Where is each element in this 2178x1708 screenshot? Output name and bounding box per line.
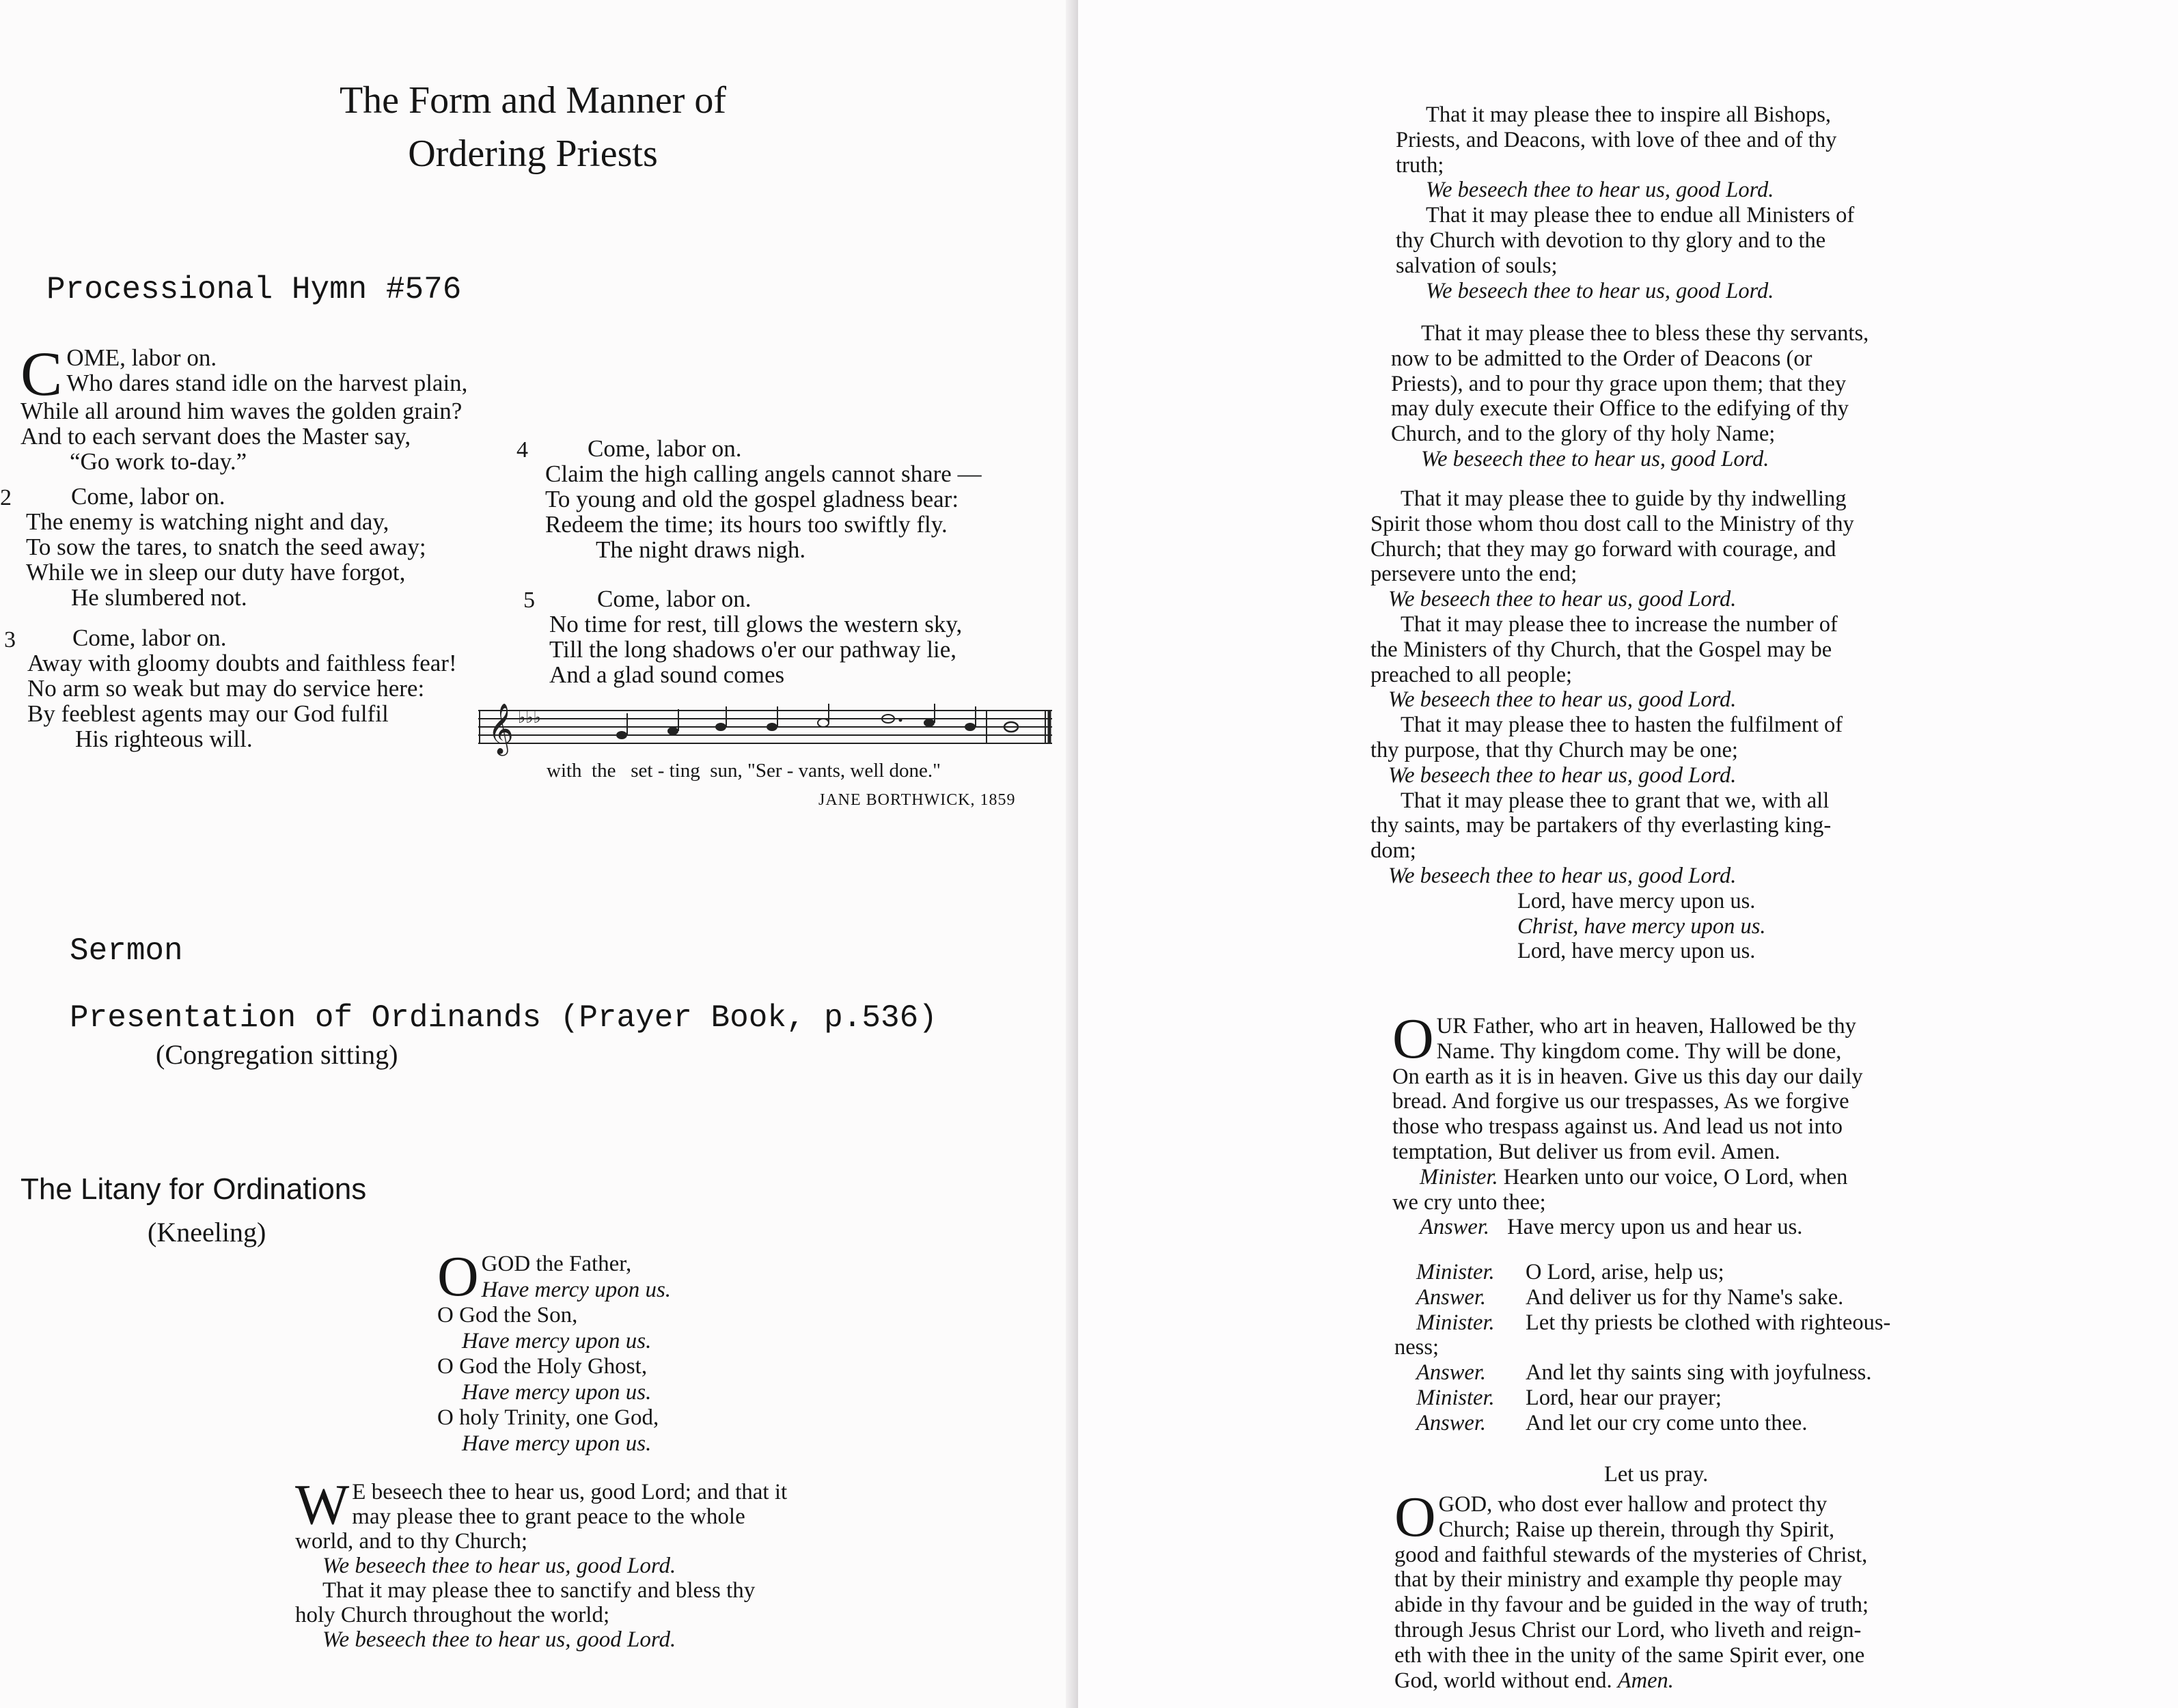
verse-number: 4 <box>516 437 528 463</box>
verse-number: 2 <box>0 485 12 510</box>
verse-number: 5 <box>523 588 535 613</box>
right-page <box>1078 0 2178 1708</box>
hymn-verse-1: C OME, labor on. Who dares stand idle on the harvest plain, While all around him waves the golden grain? And to each servant does the Master say, “Go work to-day.” <box>20 339 468 475</box>
left-page <box>0 0 1078 1708</box>
drop-cap: C <box>20 339 63 409</box>
response: We beseech thee to hear us, good Lord. <box>1388 863 1737 888</box>
response: We beseech thee to hear us, good Lord. <box>1388 587 1737 612</box>
let-us-pray: Let us pray. <box>1604 1462 1709 1487</box>
response: We beseech thee to hear us, good Lord. <box>1388 762 1737 788</box>
response: We beseech thee to hear us, good Lord. <box>1426 178 1774 203</box>
litany-petitions-2: That it may please thee to bless these thy servants, now to be admitted to the Order of Deacons (or Priests), and to pour thy grace upon them; that they may duly execute their Office to the edifying of thy Church, and to the glory of thy holy Name; We beseech thee to hear us, good Lord. <box>1391 321 2081 472</box>
verse-number: 3 <box>4 627 16 652</box>
hymn-heading: Processional Hymn #576 <box>46 272 462 307</box>
litany-petitions: That it may please thee to inspire all Bishops, Priests, and Deacons, with love of thee and of thy truth; We beseech thee to hear us, good Lord. That it may please thee to endue all Ministers of thy Church with devotion to thy glory and to the salvation of souls; We beseech thee to hear us, good Lord. <box>1396 102 2079 303</box>
drop-cap: W <box>295 1473 350 1537</box>
drop-cap: O <box>437 1245 479 1308</box>
congregation-note: (Congregation sitting) <box>156 1039 398 1070</box>
hymn-verse-4: Come, labor on. Claim the high calling angels cannot share — To young and old the gospel gladness bear: Redeem the time; its hours too swiftly fly. The night draws nigh. <box>545 435 982 563</box>
sermon-heading: Sermon <box>70 933 183 969</box>
litany-petition-block: W E beseech thee to hear us, good Lord; and that it may please thee to grant peace to the whole world, and to thy Church; We beseech thee to hear us, good Lord. That it may please thee to sanctify and bless thy holy Church throughout the world; We beseech thee to hear us, good Lord. <box>295 1473 788 1652</box>
litany-invocations: O GOD the Father, Have mercy upon us. O God the Son, Have mercy upon us. O God the Holy Ghost, Have mercy upon us. O holy Trinity, one God, Have mercy upon us. <box>437 1245 672 1456</box>
collect-prayer: O GOD, who dost ever hallow and protect thy Church; Raise up therein, through thy Spirit, good and faithful stewards of the mysteries of Christ, that by their ministry and example thy people may abide in thy favour and be guided in the way of truth; through Jesus Christ our Lord, who liveth and reign- eth with thee in the unity of the same Spirit ever, one God, world without end. Amen. <box>1394 1485 1869 1693</box>
drop-cap: O <box>1394 1485 1436 1549</box>
lords-prayer: O UR Father, who art in heaven, Hallowed be thy Name. Thy kingdom come. Thy will be done, On earth as it is in heaven. Give us this day our daily bread. And forgive us our trespasses, As we forgive those who trespass against us. And lead us not into temptation, But deliver us from evil. Amen. Minister. Hearken unto our voice, O Lord, when we cry unto thee; Answer. Have mercy upon us and hear us. <box>1392 1007 1863 1240</box>
response: We beseech thee to hear us, good Lord. <box>1426 278 1774 303</box>
hymn-verse-2: Come, labor on. The enemy is watching night and day, To sow the tares, to snatch the seed away; While we in sleep our duty have forgot, He slumbered not. <box>26 483 426 611</box>
svg-text:♭♭♭: ♭♭♭ <box>518 708 541 727</box>
litany-petitions-3: That it may please thee to guide by thy indwelling Spirit those whom thou dost call to the Ministry of thy Church; that they may go forward with courage, and persevere unto the end; We beseech thee to hear us, good Lord. That it may please thee to increase the number of the Ministers of thy Church, that the Gospel may be preached to all people; We beseech thee to hear us, good Lord. That it may please thee to hasten the fulfilment of thy purpose, that thy Church may be one; We beseech thee to hear us, good Lord. That it may please thee to grant that we, with all thy saints, may be partakers of thy everlasting king- dom; We beseech thee to hear us, good Lord. Lord, have mercy upon us. Christ, have mercy upon us. Lord, have mercy upon us. <box>1370 486 2074 964</box>
drop-cap: O <box>1392 1007 1434 1071</box>
response: We beseech thee to hear us, good Lord. <box>1421 446 1769 471</box>
svg-text:𝄞: 𝄞 <box>488 704 514 754</box>
hymn-verse-3: Come, labor on. Away with gloomy doubts and faithless fear! No arm so weak but may do service here: By feeblest agents may our God fulfil His righteous will. <box>27 624 457 752</box>
music-lyric: with the set - ting sun, "Ser - vants, well done." <box>547 760 941 782</box>
kyrie-line: Christ, have mercy upon us. <box>1517 913 1766 939</box>
litany-title: The Litany for Ordinations <box>20 1172 367 1206</box>
kyrie-line: Lord, have mercy upon us. <box>1517 939 1756 964</box>
hymn-verse-5: Come, labor on. No time for rest, till glows the western sky, Till the long shadows o'er our pathway lie, And a glad sound comes <box>549 586 963 688</box>
presentation-heading: Presentation of Ordinands (Prayer Book, p.536) <box>70 1000 937 1036</box>
versicles: Minister. O Lord, arise, help us; Answer. And deliver us for thy Name's sake. Minister. Let thy priests be clothed with righteous- ness; Answer. And let thy saints sing with joyfulness. Minister. Lord, hear our prayer; Answer. And let our cry come unto thee. <box>1394 1260 1891 1435</box>
hymn-author: JANE BORTHWICK, 1859 <box>818 791 1016 809</box>
kneeling-note: (Kneeling) <box>148 1217 266 1248</box>
page-title: The Form and Manner of Ordering Priests <box>339 79 727 175</box>
response: We beseech thee to hear us, good Lord. <box>1388 687 1737 713</box>
kyrie-line: Lord, have mercy upon us. <box>1517 888 1756 913</box>
